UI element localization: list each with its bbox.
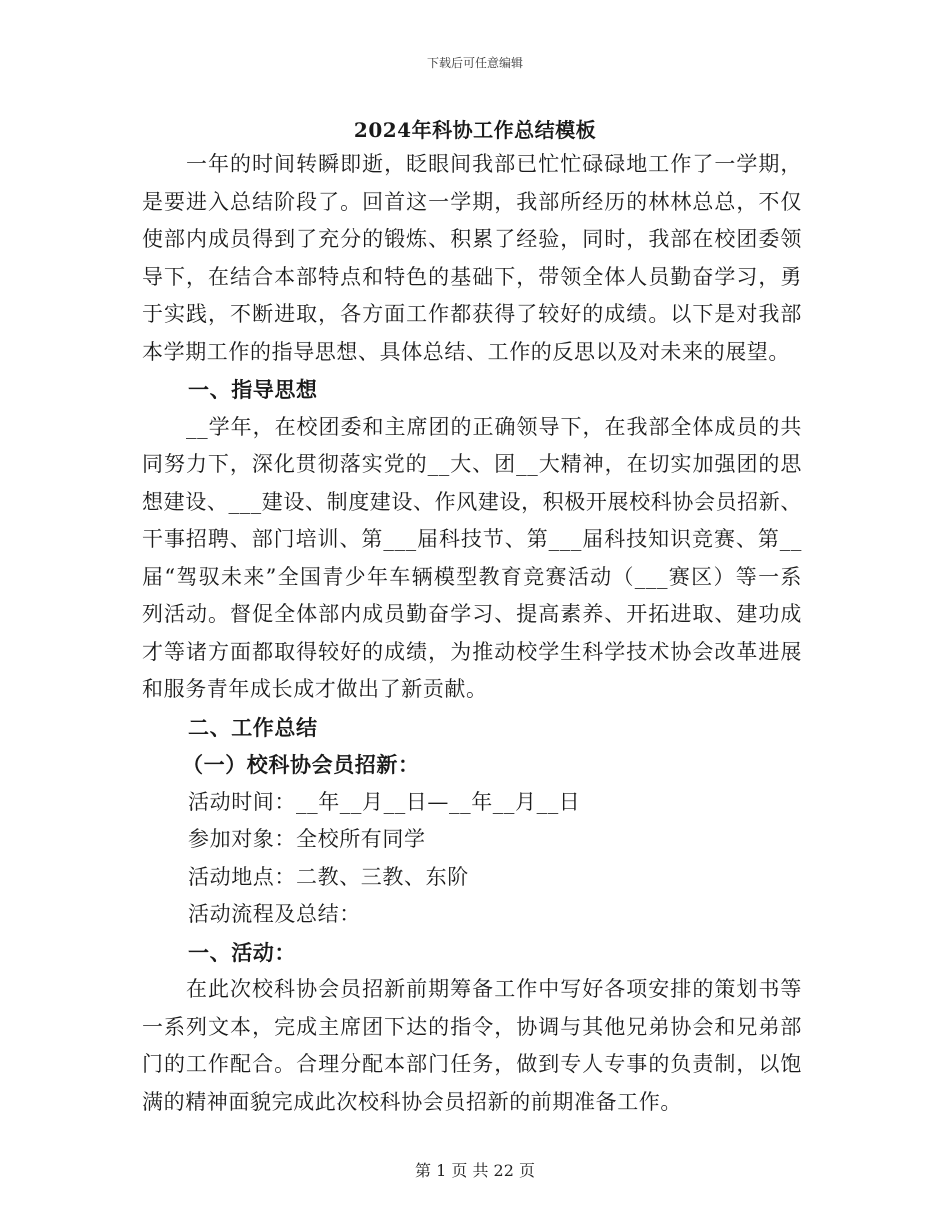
participants-line: 参加对象：全校所有同学 bbox=[188, 827, 426, 851]
section-heading-guiding-ideology: 一、指导思想 bbox=[188, 377, 318, 402]
process-line: 活动流程及总结： bbox=[188, 902, 361, 926]
guiding-ideology-paragraph: __学年，在校团委和主席团的正确领导下，在我部全体成员的共同努力下，深化贯彻落实党的__大、团__大精神，在切实加强团的思想建设、___建设、制度建设、作风建设，积极开展校科协会员招新、干事招聘、部门培训、第___届科技节、第___届科技知识竞赛、第__届“驾驭未来”全国青少年车辆模型教育竞赛活动（___赛区）等一系列活动。督促全体部内成员勤奋学习、提高素养、开拓进取、建功成才等诸方面都取得较好的成绩，为推动校学生科学技术协会改革进展和服务青年成长成才做出了新贡献。 bbox=[142, 414, 802, 701]
activity-heading: 一、活动： bbox=[188, 939, 296, 965]
location-line: 活动地点：二教、三教、东阶 bbox=[188, 864, 469, 889]
document-body bbox=[142, 146, 802, 1121]
page-footer: 第 1 页 共 22 页 bbox=[415, 1161, 535, 1180]
intro-paragraph: 一年的时间转瞬即逝，眨眼间我部已忙忙碌碌地工作了一学期，是要进入总结阶段了。回首这一学期，我部所经历的林林总总，不仅使部内成员得到了充分的锻炼、积累了经验，同时，我部在校团委领导下，在结合本部特点和特色的基础下，带领全体人员勤奋学习，勇于实践，不断进取，各方面工作都获得了较好的成绩。以下是对我部本学期工作的指导思想、具体总结、工作的反思以及对未来的展望。 bbox=[142, 152, 802, 364]
document-title: 2024年科协工作总结模板 bbox=[353, 118, 597, 142]
section-heading-work-summary: 二、工作总结 bbox=[188, 714, 318, 740]
activity-paragraph: 在此次校科协会员招新前期筹备工作中写好各项安排的策划书等一系列文本，完成主席团下达的指令，协调与其他兄弟协会和兄弟部门的工作配合。合理分配本部门任务，做到专人专事的负责制，以饱满的精神面貌完成此次校科协会员招新的前期准备工作。 bbox=[142, 977, 802, 1114]
activity-time-line: 活动时间：__年__月__日—__年__月__日 bbox=[188, 789, 581, 814]
header-note: 下载后可任意编辑 bbox=[426, 56, 523, 70]
subsection-heading-recruitment: （一）校科协会员招新： bbox=[182, 752, 420, 777]
